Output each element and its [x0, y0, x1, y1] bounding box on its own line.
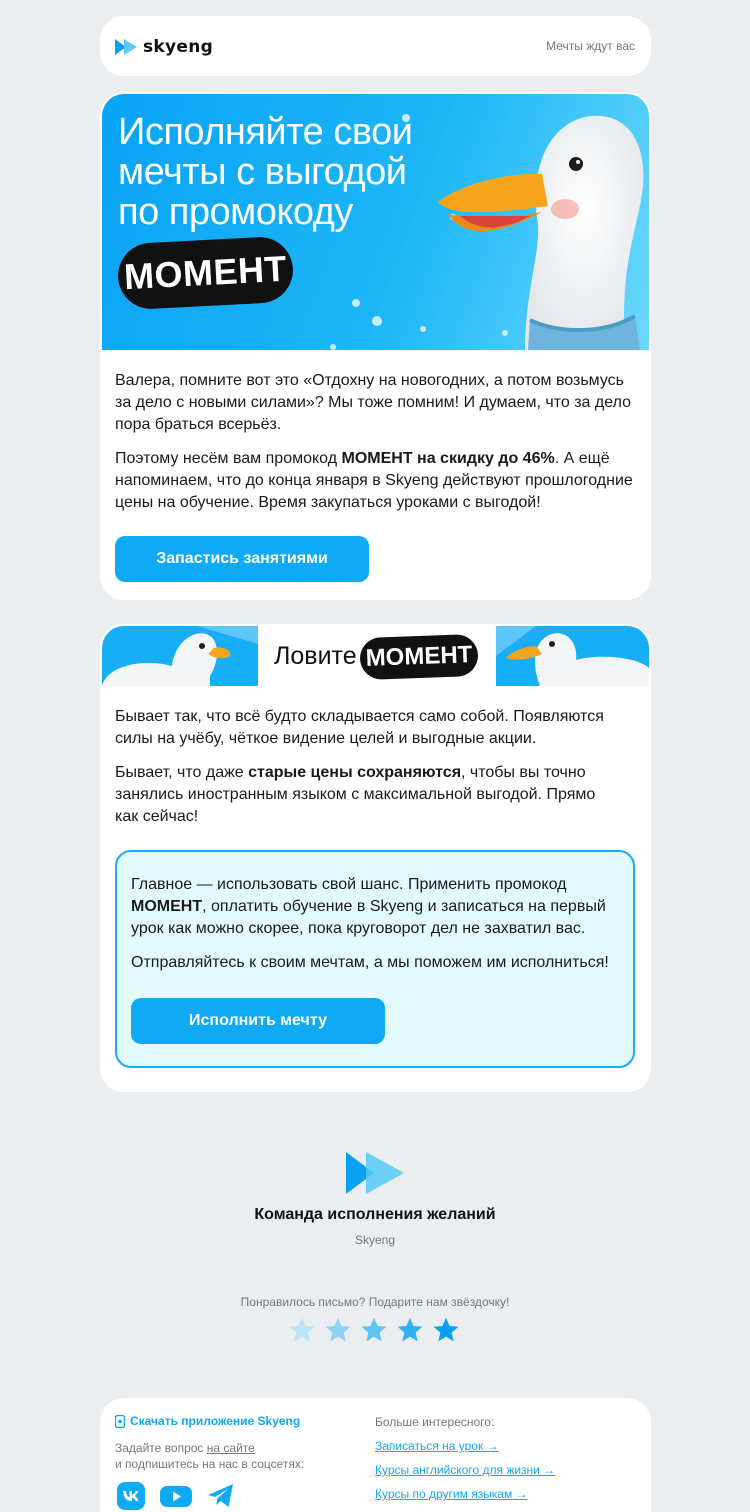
star-4-icon[interactable] [396, 1316, 424, 1344]
phone-icon [115, 1415, 125, 1428]
promo-card [100, 92, 651, 600]
banner-word: Ловите [274, 642, 357, 670]
old-prices-paragraph: Бывает, что даже старые цены сохраняются, чтобы вы точно занялись иностранным языком с максимальной выгодой. Прямо как сейчас! [115, 764, 596, 825]
star-2-icon[interactable] [324, 1316, 352, 1344]
other-languages-link[interactable]: Курсы по другим языкам → [375, 1487, 528, 1501]
dreams-paragraph: Отправляйтесь к своим мечтам, а мы поможем им исполниться! [131, 954, 609, 971]
on-site-link[interactable]: на сайте [206, 1441, 255, 1455]
english-courses-link[interactable]: Курсы английского для жизни → [375, 1463, 556, 1477]
hero-title: Исполняйте свои мечты с выгодой по промокоду [118, 111, 413, 233]
goose-illustration [430, 94, 649, 350]
brand-name: skyeng [143, 37, 214, 57]
snow-dot [420, 326, 426, 332]
star-5-icon[interactable] [432, 1316, 460, 1344]
snow-dot [330, 344, 336, 350]
banner-promo-pill: МОМЕНТ [359, 634, 478, 680]
star-rating [288, 1316, 460, 1344]
banner-right-art [496, 626, 649, 686]
stock-up-button[interactable]: Запастись занятиями [115, 536, 369, 582]
signature-subtitle: Skyeng [354, 1233, 396, 1247]
youtube-icon[interactable] [159, 1480, 193, 1512]
snow-dot [352, 299, 360, 307]
more-interesting-title: Больше интересного: [375, 1415, 495, 1429]
telegram-icon[interactable] [205, 1480, 237, 1512]
star-3-icon[interactable] [360, 1316, 388, 1344]
intro-paragraph: Валера, помните вот это «Отдохну на новогодних, а потом возьмусь за дело с новыми силами»? Мы тоже помним! И думаем, что за дело пора браться всерьёз. [115, 372, 631, 433]
goose-left-icon [102, 626, 258, 686]
banner-left-art [102, 626, 258, 686]
star-1-icon[interactable] [288, 1316, 316, 1344]
book-lesson-link[interactable]: Записаться на урок → [375, 1439, 499, 1453]
snow-dot [372, 316, 382, 326]
vk-icon[interactable] [115, 1480, 147, 1512]
social-links [115, 1480, 237, 1512]
header-tagline: Мечты ждут вас [546, 39, 635, 53]
email-header [100, 16, 651, 76]
fulfill-dream-button[interactable]: Исполнить мечту [131, 998, 385, 1044]
download-app-link[interactable]: Скачать приложение Skyeng [115, 1414, 300, 1428]
ask-question-text: Задайте вопрос на сайте и подпишитесь на нас в соцсетях: [115, 1441, 305, 1471]
rating-question: Понравилось письмо? Подарите нам звёздочку! [240, 1295, 510, 1309]
skyeng-logo[interactable] [115, 37, 213, 57]
email-footer [100, 1398, 651, 1512]
skyeng-logo-icon [115, 38, 139, 56]
hero-banner[interactable] [102, 94, 649, 350]
happens-paragraph: Бывает так, что всё будто складывается само собой. Появляются силы на учёбу, чёткое видение целей и выгодные акции. [115, 708, 604, 747]
promo-code-pill: МОМЕНТ [116, 235, 294, 310]
main-chance-paragraph: Главное — использовать свой шанс. Применить промокод МОМЕНТ, оплатить обучение в Skyeng и записаться на первый урок как можно скорее, пока круговорот дел не захватил вас. [131, 876, 606, 937]
highlight-box [115, 850, 635, 1068]
catch-moment-banner[interactable] [102, 626, 649, 686]
goose-right-icon [496, 626, 649, 686]
catch-moment-card [100, 624, 651, 1092]
skyeng-big-logo-icon [346, 1152, 406, 1194]
promo-paragraph: Поэтому несём вам промокод МОМЕНТ на скидку до 46%. А ещё напоминаем, что до конца января в Skyeng действуют прошлогодние цены на обучение. Время закупаться уроками с выгодой! [115, 450, 633, 511]
signature-title: Команда исполнения желаний [254, 1206, 496, 1223]
